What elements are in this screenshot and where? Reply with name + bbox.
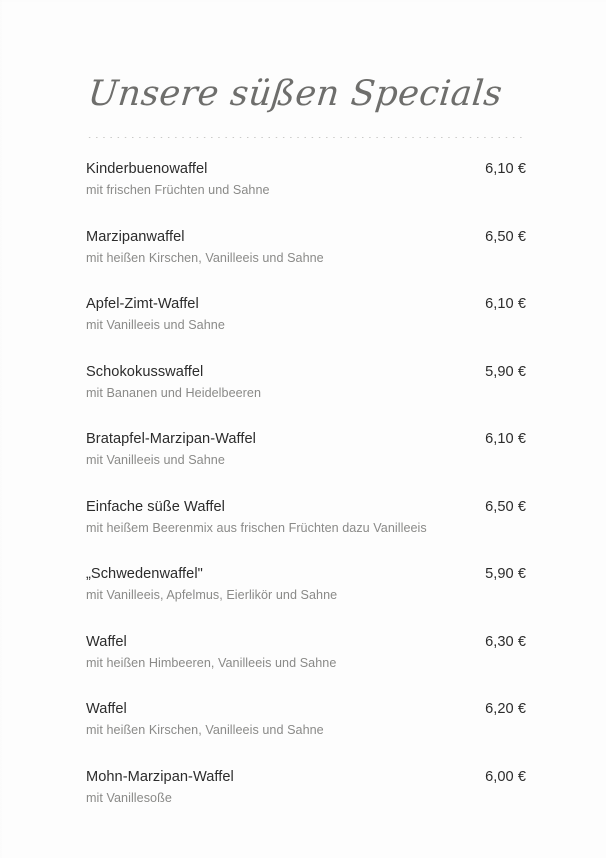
menu-item-price: 6,00 €	[485, 768, 526, 785]
menu-item	[86, 295, 526, 334]
menu-item-header	[86, 160, 526, 179]
menu-item-description: mit Vanillesoße	[86, 790, 172, 805]
menu-item-description: mit Vanilleeis, Apfelmus, Eierlikör und Sahne	[86, 588, 338, 602]
menu-item-price: 6,10 €	[485, 431, 526, 447]
menu-item-name: Apfel-Zimt-Waffel	[86, 296, 199, 312]
menu-item-name: Schokokusswaffel	[86, 363, 204, 380]
page-title: Unsere süßen Specials	[86, 74, 505, 114]
menu-item	[86, 498, 526, 537]
menu-item-description: mit Vanilleeis und Sahne	[86, 318, 225, 332]
menu-item-header	[86, 633, 526, 652]
menu-item	[86, 768, 526, 807]
menu-item-header	[86, 295, 526, 314]
menu-item-header	[86, 565, 526, 584]
menu-item-header	[86, 430, 526, 449]
menu-item-price: 6,10 €	[485, 161, 526, 177]
menu-item-name: Bratapfel-Marzipan-Waffel	[86, 431, 256, 447]
menu-item-header	[86, 228, 526, 247]
menu-item-price: 6,50 €	[485, 228, 526, 245]
dotted-divider	[86, 136, 526, 139]
menu-item-description: mit heißen Kirschen, Vanilleeis und Sahne	[86, 250, 324, 265]
menu-item-description: mit heißen Kirschen, Vanilleeis und Sahne	[86, 723, 324, 737]
menu-container	[86, 72, 526, 807]
menu-item-description: mit Vanilleeis und Sahne	[86, 453, 225, 467]
menu-item-name: „Schwedenwaffel"	[86, 566, 203, 582]
menu-item-description: mit heißen Himbeeren, Vanilleeis und Sahne	[86, 655, 337, 670]
menu-item	[86, 565, 526, 604]
menu-item-description: mit frischen Früchten und Sahne	[86, 183, 270, 197]
menu-item-price: 5,90 €	[485, 363, 526, 380]
menu-item	[86, 700, 526, 739]
menu-item-name: Marzipanwaffel	[86, 228, 185, 245]
menu-item-price: 6,20 €	[485, 701, 526, 717]
menu-item-name: Waffel	[86, 633, 127, 650]
menu-item-price: 5,90 €	[485, 566, 526, 582]
menu-item-name: Kinderbuenowaffel	[86, 161, 208, 177]
menu-item	[86, 160, 526, 199]
menu-item-list	[86, 160, 526, 807]
menu-item-price: 6,10 €	[485, 296, 526, 312]
menu-item-name: Einfache süße Waffel	[86, 498, 225, 515]
menu-item-price: 6,30 €	[485, 633, 526, 650]
menu-item-price: 6,50 €	[485, 498, 526, 515]
menu-item-description: mit heißem Beerenmix aus frischen Früchten dazu Vanilleeis	[86, 520, 427, 535]
menu-item-header	[86, 768, 526, 787]
menu-item	[86, 430, 526, 469]
menu-item-header	[86, 498, 526, 517]
menu-item-name: Mohn-Marzipan-Waffel	[86, 768, 234, 785]
menu-item-header	[86, 363, 526, 382]
menu-item-name: Waffel	[86, 701, 127, 717]
menu-item	[86, 633, 526, 672]
menu-item	[86, 363, 526, 402]
menu-item	[86, 228, 526, 267]
menu-item-header	[86, 700, 526, 719]
menu-item-description: mit Bananen und Heidelbeeren	[86, 385, 262, 400]
